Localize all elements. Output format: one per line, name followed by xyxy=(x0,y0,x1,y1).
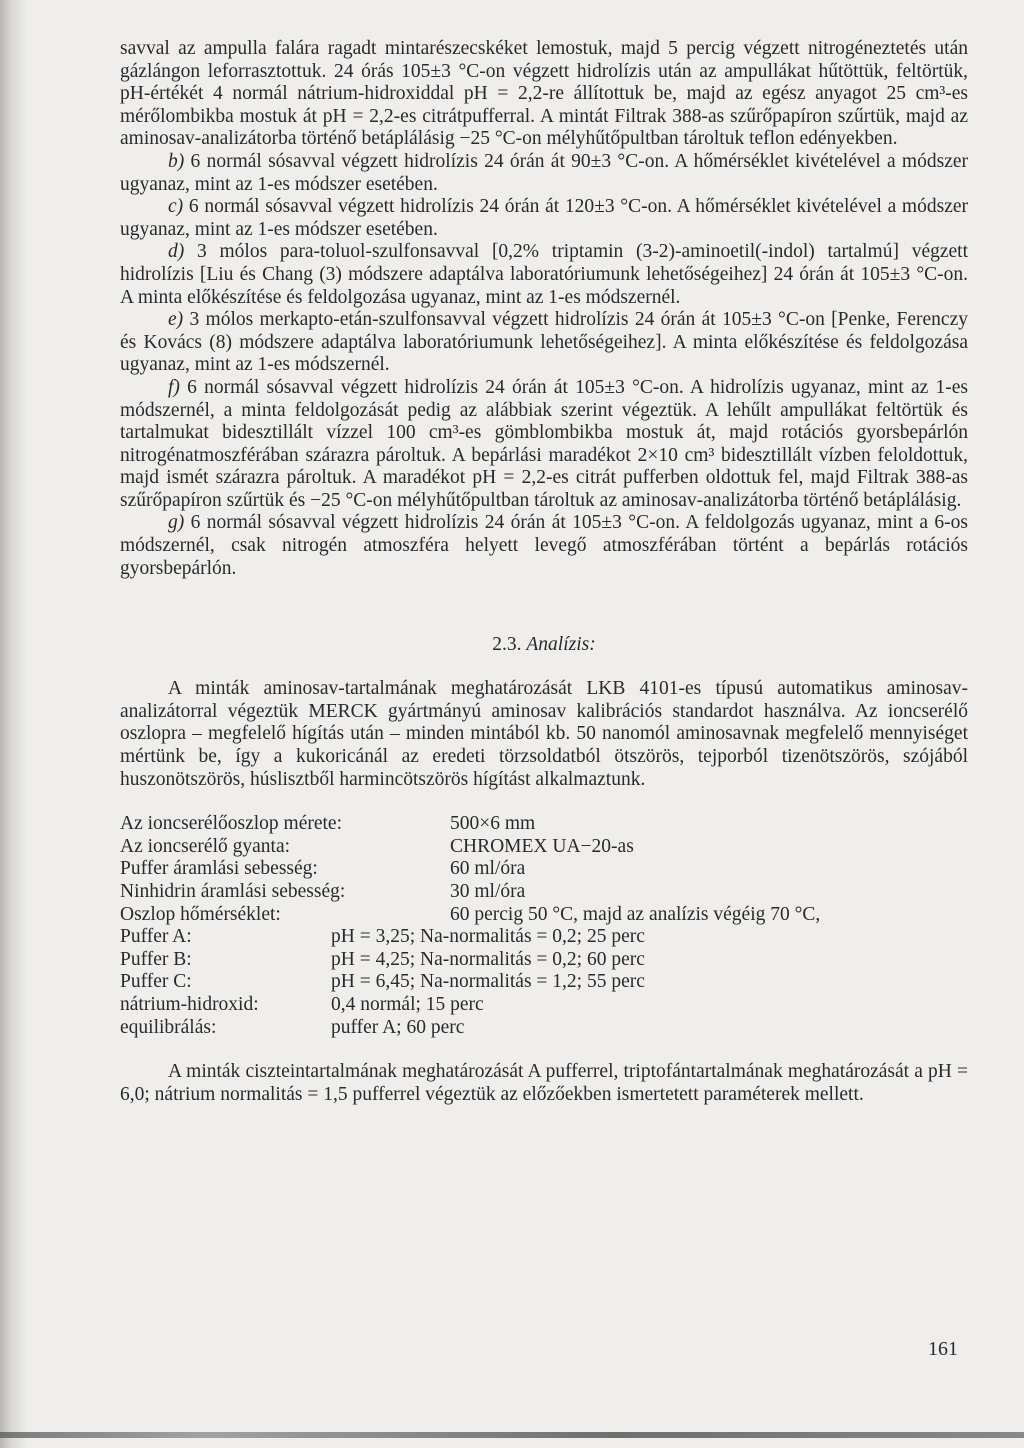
parameter-label: Puffer áramlási sebesség: xyxy=(120,858,318,880)
parameter-row xyxy=(120,881,968,904)
method-d-label: d) xyxy=(168,241,185,263)
buffer-label: nátrium-hidroxid: xyxy=(120,993,259,1015)
buffer-row xyxy=(120,1017,968,1040)
buffer-value: pH = 4,25; Na-normalitás = 0,2; 60 perc xyxy=(331,948,645,970)
scan-bottom-edge xyxy=(0,1432,1024,1438)
paragraph-method-b xyxy=(120,151,968,196)
buffer-label: Puffer B: xyxy=(120,948,192,970)
buffer-value: puffer A; 60 perc xyxy=(331,1016,465,1038)
method-e-text: 3 mólos merkapto-etán-szulfonsavval végzett hidrolízis 24 órán át 105±3 °C-on [Penke, Ferenczy és Kovács (8) módszere adaptálva laboratóriumunk lehetőségeihez]. A minta előkészítése és feldolgozása ugyanaz, mint az 1-es módszernél. xyxy=(120,309,968,376)
buffer-label: Puffer A: xyxy=(120,926,192,948)
method-b-text: 6 normál sósavval végzett hidrolízis 24 órán át 90±3 °C-on. A hőmérséklet kivételével a módszer ugyanaz, mint az 1-es módszer esetében. xyxy=(120,150,968,195)
page-number: 161 xyxy=(928,1338,958,1360)
parameter-row xyxy=(120,836,968,859)
buffer-label: Puffer C: xyxy=(120,971,192,993)
buffer-row xyxy=(120,949,968,972)
parameter-row xyxy=(120,813,968,836)
paragraph-method-g xyxy=(120,512,968,580)
section-title: Analízis: xyxy=(526,634,596,656)
paragraph-method-f xyxy=(120,377,968,513)
method-g-label: g) xyxy=(168,512,185,534)
paragraph-method-c xyxy=(120,196,968,241)
buffer-value: pH = 3,25; Na-normalitás = 0,2; 25 perc xyxy=(331,926,645,948)
page-body xyxy=(120,38,968,1106)
parameter-value: 60 percig 50 °C, majd az analízis végéig 70 °C, xyxy=(450,903,821,925)
method-f-text: 6 normál sósavval végzett hidrolízis 24 órán át 105±3 °C-on. A hidrolízis ugyanaz, mint az 1-es módszernél, a minta feldolgozását pedig az alábbiak szerint végeztük. A lehűlt ampullákat feltörtük és tartalmukat bidesztillált vízzel 100 cm³-es gömblombikba mostuk át, majd rotációs gyorsbepárlón nitrogénatmoszférában szárazra pároltuk. A bepárlási maradékot 2×10 cm³ bidesztillált vízben feloldottuk, majd ismét szárazra pároltuk. A maradékot pH = 2,2-es citrát pufferben oldottuk fel, majd Filtrak 388-as szűrőpapíron szűrtük és −25 °C-on mélyhűtőpultban tároltuk az aminosav-analizátorba történő betáplálásig. xyxy=(120,376,968,511)
parameter-label: Az ioncserélő gyanta: xyxy=(120,835,291,857)
parameter-row xyxy=(120,858,968,881)
parameter-value: 60 ml/óra xyxy=(450,858,526,880)
parameter-value: 500×6 mm xyxy=(450,813,536,835)
paragraph-continuation: savval az ampulla falára ragadt mintarészecskéket lemostuk, majd 5 percig végzett nitrogéneztetés után gázlángon leforrasztottuk. 24 órás 105±3 °C-on végzett hidrolízis után az ampullákat hűtöttük, feltörtük, pH-értékét 4 normál nátrium-hidroxiddal pH = 2,2-re állítottuk be, majd az egész anyagot 25 cm³-es mérőlombikba mostuk át pH = 2,2-es citrátpufferral. A mintát Filtrak 388-as szűrőpapíron szűrtük, majd az aminosav-analizátorba történő betáplálásig −25 °C-on mélyhűtőpultban tároltuk teflon edényekben. xyxy=(120,38,968,150)
buffer-row xyxy=(120,926,968,949)
parameter-value: 30 ml/óra xyxy=(450,881,526,902)
section-number: 2.3. xyxy=(492,634,522,656)
buffer-value: 0,4 normál; 15 perc xyxy=(331,993,484,1015)
buffer-label: equilibrálás: xyxy=(120,1016,217,1038)
method-d-text: 3 mólos para-toluol-szulfonsavval [0,2% triptamin (3-2)-aminoetil(-indol) tartalmú] végzett hidrolízis [Liu és Chang (3) módszere adaptálva laboratóriumunk lehetőségeihez] 24 órán át 105±3 °C-on. A minta előkészítése és feldolgozása ugyanaz, mint az 1-es módszernél. xyxy=(120,241,968,308)
section-heading xyxy=(120,634,968,656)
method-b-label: b) xyxy=(168,150,185,172)
paragraph-closing: A minták ciszteintartalmának meghatározását A pufferrel, triptofántartalmának meghatározását a pH = 6,0; nátrium normalitás = 1,5 pufferrel végeztük az előzőekben ismertetett paraméterek mellett. xyxy=(120,1061,968,1105)
parameter-list xyxy=(120,813,968,1039)
scan-edge-shadow xyxy=(0,0,28,1448)
paragraph-method-d xyxy=(120,241,968,309)
buffer-value: pH = 6,45; Na-normalitás = 1,2; 55 perc xyxy=(331,971,645,993)
paragraph-analysis: A minták aminosav-tartalmának meghatározását LKB 4101-es típusú automatikus aminosav-analizátorral végeztük MERCK gyártmányú aminosav kalibrációs standardot használva. Az ioncserélő oszlopra – megfelelő hígítás után – minden mintából kb. 50 nanomól aminosavnak megfelelő mennyiséget mértünk be, így a kukoricánál az eredeti törzsoldatból ötszörös, tejporból tizenötszörös, szójából huszonötszörös, húslisztből harmincötszörös hígítást alkalmaztunk. xyxy=(120,678,968,790)
paragraph-method-e xyxy=(120,309,968,377)
method-g-text: 6 normál sósavval végzett hidrolízis 24 órán át 105±3 °C-on. A feldolgozás ugyanaz, mint a 6-os módszernél, csak nitrogén atmoszféra helyett levegő atmoszférában történt a bepárlás rotációs gyorsbepárlón. xyxy=(120,512,968,579)
parameter-label: Ninhidrin áramlási sebesség: xyxy=(120,881,346,902)
buffer-row xyxy=(120,971,968,994)
parameter-label: Oszlop hőmérséklet: xyxy=(120,903,281,925)
parameter-value: CHROMEX UA−20-as xyxy=(450,835,634,857)
parameter-label: Az ioncserélőoszlop mérete: xyxy=(120,813,342,835)
parameter-row xyxy=(120,904,968,927)
method-e-label: e) xyxy=(168,309,184,331)
method-f-label: f) xyxy=(168,376,180,398)
method-c-label: c) xyxy=(168,196,184,218)
buffer-row xyxy=(120,994,968,1017)
method-c-text: 6 normál sósavval végzett hidrolízis 24 órán át 120±3 °C-on. A hőmérséklet kivételével a módszer ugyanaz, mint az 1-es módszer esetében. xyxy=(120,196,968,240)
